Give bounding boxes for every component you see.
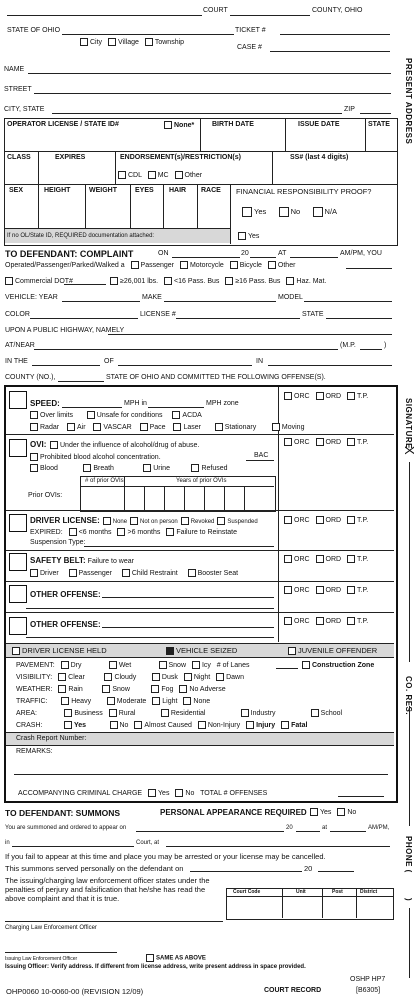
heavy-checkbox[interactable] <box>61 697 69 705</box>
vehicle-seized-checkbox[interactable] <box>166 647 174 655</box>
juvenile-offender: JUVENILE OFFENDER <box>284 646 377 655</box>
other2-code-options: ORC ORD T.P. <box>280 617 368 625</box>
crash-row: CRASH: Yes No Almost Caused Non-Injury Injury Fatal <box>16 721 308 729</box>
ticket-label: TICKET # <box>235 27 266 34</box>
ovi-orc-checkbox[interactable] <box>284 438 292 446</box>
same-as-above: SAME AS ABOVE <box>142 954 206 962</box>
clear-checkbox[interactable] <box>58 673 66 681</box>
dl-none-checkbox[interactable] <box>103 517 111 525</box>
other1-orc-checkbox[interactable] <box>284 586 292 594</box>
issuing-officer-label: Issuing Law Enforcement Officer <box>5 956 78 962</box>
none-header: None* <box>160 121 194 129</box>
complaint-title: TO DEFENDANT: COMPLAINT <box>5 249 134 259</box>
summons-ampm: AM/PM, <box>368 825 390 831</box>
in-label: IN <box>256 358 263 365</box>
other-vehicle-checkbox[interactable] <box>268 261 276 269</box>
rural-checkbox[interactable] <box>109 709 117 717</box>
dawn-checkbox[interactable] <box>216 673 224 681</box>
belt-passenger-checkbox[interactable] <box>69 569 77 577</box>
operator-license-header: OPERATOR LICENSE / STATE ID# <box>7 121 119 128</box>
city-checkbox[interactable] <box>80 38 88 46</box>
no-ol-yes-checkbox[interactable] <box>238 232 246 240</box>
summons-court-at: Court, at <box>136 840 160 846</box>
prohibited-checkbox[interactable] <box>30 453 38 461</box>
refused-checkbox[interactable] <box>191 464 199 472</box>
other2-ord-checkbox[interactable] <box>316 617 324 625</box>
city-state-field[interactable] <box>52 113 342 114</box>
belt-ord-checkbox[interactable] <box>316 555 324 563</box>
none-checkbox[interactable] <box>164 121 172 129</box>
belt-row: SAFETY BELT: Failure to wear <box>30 556 134 565</box>
endorsement-header: ENDORSEMENT(s)/RESTRICTION(s) <box>120 154 241 161</box>
gt6-checkbox[interactable] <box>117 528 125 536</box>
crash-no-checkbox[interactable] <box>110 721 118 729</box>
traffic-none-checkbox[interactable] <box>183 697 191 705</box>
dusk-checkbox[interactable] <box>152 673 160 681</box>
court-record: COURT RECORD <box>264 987 322 994</box>
moderate-checkbox[interactable] <box>107 697 115 705</box>
in-the-label: IN THE <box>5 358 28 365</box>
zip-field[interactable] <box>360 113 391 114</box>
unit-header: Unit <box>296 889 306 895</box>
ovi-under-checkbox[interactable] <box>50 441 58 449</box>
bicycle-checkbox[interactable] <box>230 261 238 269</box>
commercial-checkbox[interactable] <box>5 277 13 285</box>
injury-checkbox[interactable] <box>246 721 254 729</box>
weight-header: WEIGHT <box>89 187 117 194</box>
dl-orc-checkbox[interactable] <box>284 516 292 524</box>
icy-checkbox[interactable] <box>192 661 200 669</box>
accompanying-no-checkbox[interactable] <box>175 789 183 797</box>
speed-tp-checkbox[interactable] <box>347 392 355 400</box>
stationary-checkbox[interactable] <box>215 423 223 431</box>
township-checkbox[interactable] <box>145 38 153 46</box>
safety-belt-checkbox[interactable] <box>9 553 27 571</box>
juvenile-checkbox[interactable] <box>288 647 296 655</box>
name-field[interactable] <box>28 73 391 74</box>
height-header: HEIGHT <box>44 187 71 194</box>
construction-checkbox[interactable] <box>302 661 310 669</box>
of-label: OF <box>104 358 114 365</box>
state-label: STATE <box>302 311 324 318</box>
lbs-checkbox[interactable] <box>110 277 118 285</box>
phone-side-label: PHONE ( <box>404 836 413 873</box>
other-offense-1-checkbox[interactable] <box>9 585 27 603</box>
child-restraint-checkbox[interactable] <box>122 569 130 577</box>
speed-ord-checkbox[interactable] <box>316 392 324 400</box>
on-label: ON <box>158 250 169 257</box>
residential-checkbox[interactable] <box>161 709 169 717</box>
num-prior-header: # of prior OVIs <box>85 478 124 484</box>
dl-held: DRIVER LICENSE HELD <box>8 646 107 655</box>
blood-checkbox[interactable] <box>30 464 38 472</box>
dl-expired-row: EXPIRED: <6 months >6 months Failure to Reinstate <box>30 528 238 536</box>
fog-checkbox[interactable] <box>151 685 159 693</box>
fin-resp-options: Yes No N/A <box>238 207 337 217</box>
signature-x-mark: X <box>402 446 417 456</box>
court-label: COURT <box>203 7 228 14</box>
other2-orc-checkbox[interactable] <box>284 617 292 625</box>
failure-reinstate-checkbox[interactable] <box>166 528 174 536</box>
footer-code1: OSHP HP7 <box>350 976 386 983</box>
bac-label: BAC <box>254 452 269 459</box>
accompanying-yes-checkbox[interactable] <box>148 789 156 797</box>
phone-line[interactable] <box>409 908 410 978</box>
speed-orc-checkbox[interactable] <box>284 392 292 400</box>
cloudy-checkbox[interactable] <box>104 673 112 681</box>
dl-revoked-checkbox[interactable] <box>181 517 189 525</box>
construction-zone: Construction Zone <box>298 661 374 669</box>
belt-code-options: ORC ORD T.P. <box>280 555 368 563</box>
fin-resp-label: FINANCIAL RESPONSIBILITY PROOF? <box>236 187 372 196</box>
almost-caused-checkbox[interactable] <box>134 721 142 729</box>
verify-address: Issuing Officer: Verify address. If different from license address, write present address in space provided. <box>5 964 306 970</box>
crash-report-label: Crash Report Number: <box>16 735 87 742</box>
urine-checkbox[interactable] <box>143 464 151 472</box>
snow-checkbox[interactable] <box>159 661 167 669</box>
speed-code-options: ORC ORD T.P. <box>280 392 368 400</box>
served-year: 20 <box>304 864 313 873</box>
dl-ord-checkbox[interactable] <box>316 516 324 524</box>
suspension-type-label: Suspension Type: <box>30 539 86 546</box>
ge16-checkbox[interactable] <box>225 277 233 285</box>
ovi-tp-checkbox[interactable] <box>347 438 355 446</box>
booster-checkbox[interactable] <box>188 569 196 577</box>
charging-officer-signature[interactable] <box>5 921 223 922</box>
prior-ovis-label: Prior OVIs: <box>28 492 63 499</box>
other2-tp-checkbox[interactable] <box>347 617 355 625</box>
make-label: MAKE <box>142 294 162 301</box>
mph-in-label: MPH in <box>124 400 147 407</box>
laser-checkbox[interactable] <box>173 423 181 431</box>
no-ol-yes: Yes <box>234 232 259 240</box>
industry-checkbox[interactable] <box>241 709 249 717</box>
ovi-checkbox[interactable] <box>9 439 27 457</box>
dl-row: DRIVER LICENSE: None Not on person Revoked Suspended <box>30 516 258 525</box>
no-adverse-checkbox[interactable] <box>179 685 187 693</box>
vascar-checkbox[interactable] <box>93 423 101 431</box>
dl-code-options: ORC ORD T.P. <box>280 516 368 524</box>
ovi-title: OVI: <box>30 440 47 449</box>
endorsement-options: CDL MC Other <box>114 171 202 179</box>
mp-close: ) <box>384 342 387 349</box>
accompanying-row: ACCOMPANYING CRIMINAL CHARGE Yes No TOTAL # OFFENSES <box>18 789 268 797</box>
belt-driver-checkbox[interactable] <box>30 569 38 577</box>
dl-tp-checkbox[interactable] <box>347 516 355 524</box>
personal-yes-checkbox[interactable] <box>310 808 318 816</box>
zip-label: ZIP <box>344 106 355 113</box>
county-no-label: COUNTY (NO.), <box>5 374 56 381</box>
court-code-header: Court Code <box>233 889 261 895</box>
speed-method-options: Radar Air VASCAR Pace Laser Stationary Moving <box>26 423 304 431</box>
fail-warning: If you fail to appear at this time and place you may be arrested or your license may be cancelled. <box>5 852 326 861</box>
commercial-row: Commercial DOT# <box>1 277 73 285</box>
non-injury-checkbox[interactable] <box>198 721 206 729</box>
name-label: NAME <box>4 66 25 73</box>
city-state-label: CITY, STATE <box>4 106 45 113</box>
summoned-text: You are summoned and ordered to appear on <box>5 825 127 831</box>
race-header: RACE <box>201 187 221 194</box>
state-of-ohio: STATE OF OHIO <box>7 27 61 34</box>
charging-officer-label: Charging Law Enforcement Officer <box>5 925 97 931</box>
same-as-above-checkbox[interactable] <box>146 954 154 962</box>
dl-not-on-person-checkbox[interactable] <box>130 517 138 525</box>
weather-row: WEATHER: Rain Snow Fog No Adverse <box>16 685 226 693</box>
signature-side-label: SIGNATURE <box>404 398 413 450</box>
pavement-row: PAVEMENT: Dry Wet Snow Icy # of Lanes <box>16 661 250 669</box>
no-ol-documentation: If no OL/State ID, REQUIRED documentation attached: <box>7 233 155 239</box>
pace-checkbox[interactable] <box>140 423 148 431</box>
other1-ord-checkbox[interactable] <box>316 586 324 594</box>
crash-yes-checkbox[interactable] <box>64 721 72 729</box>
mph-zone-label: MPH zone <box>206 400 239 407</box>
personal-no-checkbox[interactable] <box>337 808 345 816</box>
form-number: OHP0060 10-0060-00 (REVISION 12/09) <box>6 987 144 996</box>
highway-label: UPON A PUBLIC HIGHWAY, NAMELY <box>5 327 125 334</box>
street-label: STREET <box>4 86 32 93</box>
visibility-row: VISIBILITY: Clear Cloudy Dusk Night Dawn <box>16 673 245 681</box>
year-20-label: 20 <box>241 250 249 257</box>
over-limits-checkbox[interactable] <box>30 411 38 419</box>
other1-code-options: ORC ORD T.P. <box>280 586 368 594</box>
acda-checkbox[interactable] <box>172 411 180 419</box>
unsafe-checkbox[interactable] <box>87 411 95 419</box>
speed-type-options: Over limits Unsafe for conditions ACDA <box>26 411 202 419</box>
post-header: Post <box>332 889 343 895</box>
motorcycle-checkbox[interactable] <box>180 261 188 269</box>
fin-yes-checkbox[interactable] <box>242 207 252 217</box>
operated-row: Operated/Passenger/Parked/Walked a Passenger Motorcycle Bicycle Other <box>5 261 296 269</box>
light-checkbox[interactable] <box>152 697 160 705</box>
vehicle-year-label: VEHICLE: YEAR <box>5 294 58 301</box>
district-header: District <box>360 889 378 895</box>
other-offense-1-title: OTHER OFFENSE: <box>30 590 101 599</box>
wet-checkbox[interactable] <box>109 661 117 669</box>
rain-checkbox[interactable] <box>58 685 66 693</box>
weather-snow-checkbox[interactable] <box>102 685 110 693</box>
years-prior-header: Years of prior OVIs <box>176 478 227 484</box>
hair-header: HAIR <box>169 187 187 194</box>
personal-appearance: PERSONAL APPEARANCE REQUIRED <box>160 808 307 817</box>
summons-in: in <box>5 840 10 846</box>
eyes-header: EYES <box>135 187 154 194</box>
state-header: STATE <box>368 121 390 128</box>
signature-line[interactable] <box>409 462 410 662</box>
moving-checkbox[interactable] <box>272 423 280 431</box>
breath-checkbox[interactable] <box>83 464 91 472</box>
license-table <box>4 118 398 246</box>
ovi-code-options: ORC ORD T.P. <box>280 438 368 446</box>
ovi-ord-checkbox[interactable] <box>316 438 324 446</box>
co-res-line[interactable] <box>409 706 410 826</box>
passenger-checkbox[interactable] <box>131 261 139 269</box>
mc-checkbox[interactable] <box>148 171 156 179</box>
expires-header: EXPIRES <box>55 154 86 161</box>
lt6-checkbox[interactable] <box>69 528 77 536</box>
county-label: COUNTY, OHIO <box>312 7 363 14</box>
area-row: AREA: Business Rural Residential Industry School <box>16 709 343 717</box>
issuing-officer-signature[interactable] <box>5 952 117 953</box>
dl-suspended-checkbox[interactable] <box>217 517 225 525</box>
ss-header: SS# (last 4 digits) <box>290 154 349 161</box>
sex-header: SEX <box>9 187 24 194</box>
speed-title: SPEED: <box>30 399 60 408</box>
mp-label: (M.P. <box>340 342 356 349</box>
lt16-checkbox[interactable] <box>164 277 172 285</box>
model-label: MODEL <box>278 294 303 301</box>
vehicle-seized: VEHICLE SEIZED <box>162 646 237 655</box>
summons-year: 20 <box>286 825 293 831</box>
class-header: CLASS <box>7 154 31 161</box>
summons-title: TO DEFENDANT: SUMMONS <box>5 808 121 818</box>
remarks-field[interactable] <box>14 774 388 775</box>
at-label: AT <box>278 250 287 257</box>
belt-options: Driver Passenger Child Restraint Booster Seat <box>26 569 238 577</box>
air-checkbox[interactable] <box>67 423 75 431</box>
birth-date-header: BIRTH DATE <box>212 121 254 128</box>
ovi-test-options: Blood Breath Urine Refused <box>26 464 228 472</box>
ampm-you-label: AM/PM, YOU <box>340 250 382 257</box>
other-offense-2-title: OTHER OFFENSE: <box>30 620 101 629</box>
footer-code2: [B6305] <box>356 987 381 994</box>
driver-license-checkbox[interactable] <box>9 514 27 532</box>
summons-at: at <box>322 825 328 831</box>
traffic-row: TRAFFIC: Heavy Moderate Light None <box>16 697 211 705</box>
remarks-label: REMARKS: <box>16 748 53 755</box>
other-offense-2-checkbox[interactable] <box>9 617 27 635</box>
personal-options: Yes No <box>306 808 356 816</box>
ovi-under: Under the influence of alcohol/drug of abuse. <box>46 441 199 449</box>
ovi-prohibited: Prohibited blood alcohol concentration. <box>26 453 161 461</box>
fin-no-checkbox[interactable] <box>279 207 289 217</box>
perjury-statement: The issuing/charging law enforcement officer states under the penalties of perjury and falsification that he/she has read the above complaint and that it is true. <box>5 876 210 903</box>
hazmat-checkbox[interactable] <box>286 277 294 285</box>
speed-checkbox[interactable] <box>9 391 27 409</box>
fin-na-checkbox[interactable] <box>313 207 323 217</box>
committed-label: STATE OF OHIO AND COMMITTED THE FOLLOWING OFFENSE(S). <box>106 374 326 381</box>
belt-tp-checkbox[interactable] <box>347 555 355 563</box>
fatal-checkbox[interactable] <box>281 721 289 729</box>
cdl-checkbox[interactable] <box>118 171 126 179</box>
night-checkbox[interactable] <box>184 673 192 681</box>
village-checkbox[interactable] <box>108 38 116 46</box>
phone-close: ) <box>404 898 413 902</box>
street-field[interactable] <box>34 93 391 94</box>
at-near-label: AT/NEAR <box>5 342 35 349</box>
issue-date-header: ISSUE DATE <box>298 121 340 128</box>
license-no-label: LICENSE # <box>140 311 176 318</box>
commercial-options: ≥26,001 lbs. <16 Pass. Bus ≥16 Pass. Bus Haz. Mat. <box>106 277 326 285</box>
jurisdiction-options: City Village Township <box>76 38 184 46</box>
radar-checkbox[interactable] <box>30 423 38 431</box>
dry-checkbox[interactable] <box>61 661 69 669</box>
served-text: This summons served personally on the defendant on <box>5 864 184 873</box>
co-res-side-label: CO. RES. <box>404 676 413 716</box>
other1-tp-checkbox[interactable] <box>347 586 355 594</box>
belt-orc-checkbox[interactable] <box>284 555 292 563</box>
present-address-side-label: PRESENT ADDRESS <box>404 58 413 145</box>
case-label: CASE # <box>237 44 262 51</box>
other-checkbox[interactable] <box>175 171 183 179</box>
color-label: COLOR <box>5 311 30 318</box>
school-checkbox[interactable] <box>311 709 319 717</box>
dl-held-checkbox[interactable] <box>12 647 20 655</box>
business-checkbox[interactable] <box>64 709 72 717</box>
